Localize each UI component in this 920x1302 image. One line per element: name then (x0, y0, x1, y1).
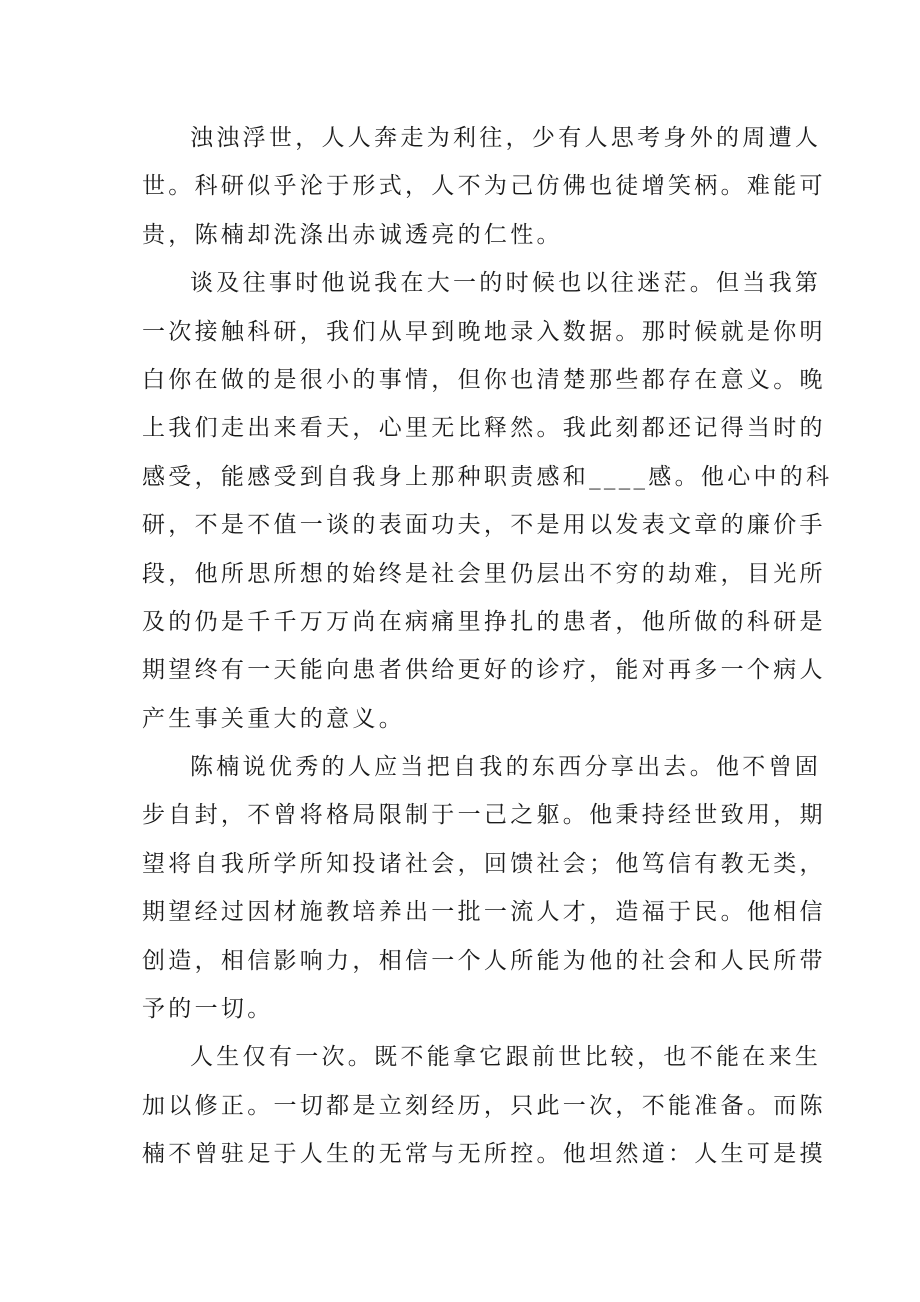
paragraph-first-line: 浊浊浮世，人人奔走为利往，少有人思考身外的周遭人 (190, 125, 822, 151)
paragraph-first-line: 陈楠说优秀的人应当把自我的东西分享出去。他不曾固 (190, 754, 822, 781)
text-line: 创造，相信影响力，相信一个人所能为他的社会和人民所带 (142, 947, 826, 974)
text-line: 期望终有一天能向患者供给更好的诊疗，能对再多一个病人 (142, 657, 826, 684)
text-line: 贵，陈楠却洗涤出赤诚透亮的仁性。 (142, 221, 563, 248)
text-line: 一次接触科研，我们从早到晚地录入数据。那时候就是你明 (142, 318, 826, 345)
text-line: 白你在做的是很小的事情，但你也清楚那些都存在意义。晚 (142, 366, 826, 393)
paragraph-first-line: 人生仅有一次。既不能拿它跟前世比较，也不能在来生 (190, 1044, 822, 1071)
text-line: 期望经过因材施教培养出一批一流人才，造福于民。他相信 (142, 899, 826, 926)
text-line: 楠不曾驻足于人生的无常与无所控。他坦然道：人生可是摸 (142, 1141, 826, 1168)
text-line: 感受，能感受到自我身上那种职责感和____感。他心中的科 (142, 463, 833, 490)
text-line: 望将自我所学所知投诸社会，回馈社会；他笃信有教无类， (142, 850, 826, 877)
text-line: 及的仍是千千万万尚在病痛里挣扎的患者，他所做的科研是 (142, 608, 826, 635)
text-line: 世。科研似乎沦于形式，人不为己仿佛也徒增笑柄。难能可 (142, 173, 826, 200)
document-body (142, 114, 833, 1179)
text-line: 加以修正。一切都是立刻经历，只此一次，不能准备。而陈 (142, 1092, 826, 1119)
text-line: 段，他所思所想的始终是社会里仍层出不穷的劫难，目光所 (142, 560, 826, 587)
text-line: 步自封，不曾将格局限制于一己之躯。他秉持经世致用，期 (142, 802, 826, 829)
text-line: 研，不是不值一谈的表面功夫，不是用以发表文章的廉价手 (142, 512, 826, 539)
text-line: 上我们走出来看天，心里无比释然。我此刻都还记得当时的 (142, 415, 826, 442)
paragraph-first-line: 谈及往事时他说我在大一的时候也以往迷茫。但当我第 (190, 270, 822, 297)
text-line: 予的一切。 (142, 996, 274, 1023)
text-line: 产生事关重大的意义。 (142, 705, 405, 732)
